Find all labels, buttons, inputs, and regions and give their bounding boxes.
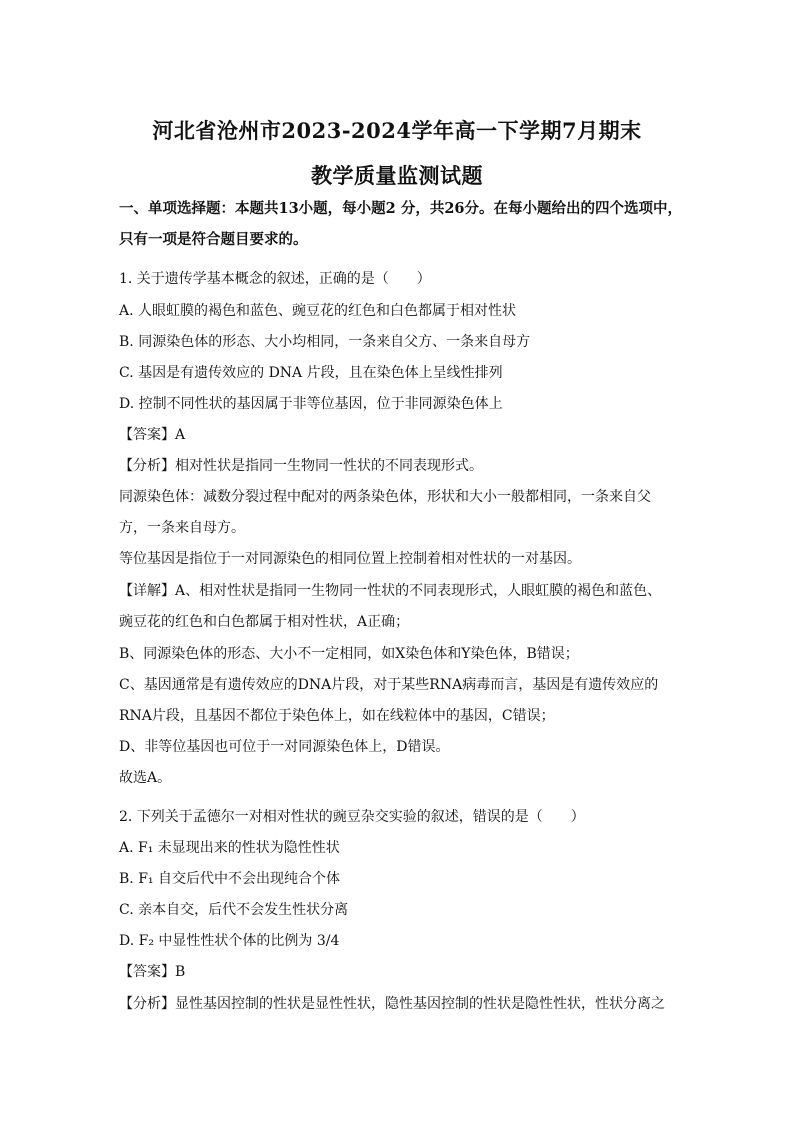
question-1-analysis-line: 【分析】相对性状是指同一生物同一性状的不同表现形式。 <box>119 458 483 474</box>
question-2-option-d: D. F₂ 中显性性状个体的比例为 3/4 <box>119 933 340 949</box>
document-title-line-2: 教学质量监测试题 <box>311 163 483 188</box>
question-1-option-a: A. 人眼虹膜的褐色和蓝色、豌豆花的红色和白色都属于相对性状 <box>119 303 517 319</box>
question-2-answer: 【答案】B <box>119 964 186 980</box>
question-1-option-b: B. 同源染色体的形态、大小均相同，一条来自父方、一条来自母方 <box>119 334 531 350</box>
question-1-analysis-line: 方，一条来自母方。 <box>119 520 245 536</box>
question-1-detail-line: B、同源染色体的形态、大小不一定相同，如X染色体和Y染色体，B错误； <box>119 646 579 662</box>
question-1-detail-line: D、非等位基因也可位于一对同源染色体上，D错误。 <box>119 739 450 755</box>
question-1-conclusion: 故选A。 <box>119 770 172 786</box>
question-1-analysis-line: 同源染色体：减数分裂过程中配对的两条染色体，形状和大小一般都相同，一条来自父 <box>119 489 651 505</box>
question-2-option-c: C. 亲本自交，后代不会发生性状分离 <box>119 902 349 918</box>
question-2-option-a: A. F₁ 未显现出来的性状为隐性性状 <box>119 840 340 856</box>
question-1-detail-line: C、基因通常是有遗传效应的DNA片段，对于某些RNA病毒而言，基因是有遗传效应的 <box>119 677 659 693</box>
question-2-analysis-line: 【分析】显性基因控制的性状是显性性状，隐性基因控制的性状是隐性性状，性状分离之 <box>119 996 665 1012</box>
document-title-line-1: 河北省沧州市2023-2024学年高一下学期7月期末 <box>152 118 642 143</box>
question-1-stem: 1. 关于遗传学基本概念的叙述，正确的是（ ） <box>119 271 431 287</box>
question-2-stem: 2. 下列关于孟德尔一对相对性状的豌豆杂交实验的叙述，错误的是（ ） <box>119 809 585 825</box>
section-heading-line-1: 一、单项选择题：本题共13小题，每小题2 分，共26分。在每小题给出的四个选项中， <box>119 200 682 217</box>
question-1-option-c: C. 基因是有遗传效应的 DNA 片段，且在染色体上呈线性排列 <box>119 365 503 381</box>
question-1-detail-line: 【详解】A、相对性状是指同一生物同一性状的不同表现形式，人眼虹膜的褐色和蓝色、 <box>119 583 662 599</box>
question-2-option-b: B. F₁ 自交后代中不会出现纯合个体 <box>119 871 340 887</box>
question-1-option-d: D. 控制不同性状的基因属于非等位基因，位于非同源染色体上 <box>119 396 503 412</box>
question-1-answer: 【答案】A <box>119 427 186 443</box>
section-heading-line-2: 只有一项是符合题目要求的。 <box>119 231 308 248</box>
question-1-detail-line: RNA片段，且基因不都位于染色体上，如在线粒体中的基因，C错误； <box>119 708 555 724</box>
question-1-detail-line: 豌豆花的红色和白色都属于相对性状，A正确； <box>119 614 410 630</box>
question-1-analysis-line: 等位基因是指位于一对同源染色的相同位置上控制着相对性状的一对基因。 <box>119 551 581 567</box>
